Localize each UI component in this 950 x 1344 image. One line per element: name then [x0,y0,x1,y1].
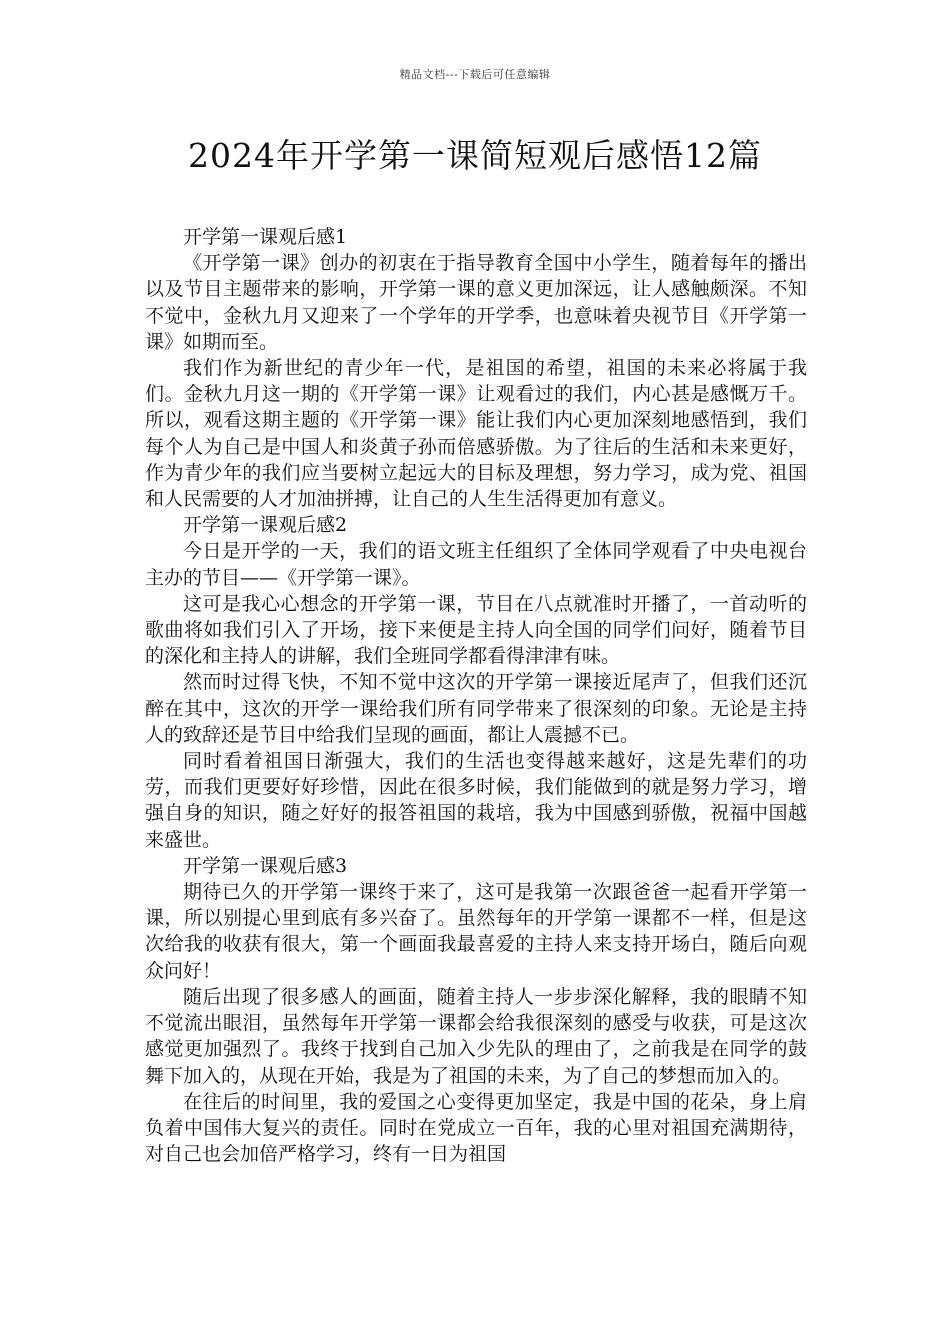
paragraph: 然而时过得飞快，不知不觉中这次的开学第一课接近尾声了，但我们还沉醉在其中，这次的开学一课给我们所有同学带来了很深刻的印象。无论是主持人的致辞还是节目中给我们呈现的画面，都让人震撼不已。 [145,671,807,746]
paragraph: 随后出现了很多感人的画面，随着主持人一步步深化解释，我的眼睛不知不觉流出眼泪，虽然每年开学第一课都会给我很深刻的感受与收获，可是这次感觉更加强烈了。我终于找到自己加入少先队的理由了，之前我是在同学的鼓舞下加入的，从现在开始，我是为了祖国的未来，为了自己的梦想而加入的。 [145,985,807,1087]
paragraph: 我们作为新世纪的青少年一代，是祖国的希望，祖国的未来必将属于我们。金秋九月这一期的《开学第一课》让观看过的我们，内心甚是感慨万千。所以，观看这期主题的《开学第一课》能让我们内心更加深刻地感悟到，我们每个人为自己是中国人和炎黄子孙而倍感骄傲。为了往后的生活和未来更好，作为青少年的我们应当要树立起远大的目标及理想，努力学习，成为党、祖国和人民需要的人才加油拼搏，让自己的人生生活得更加有意义。 [145,357,807,511]
paragraph: 期待已久的开学第一课终于来了，这可是我第一次跟爸爸一起看开学第一课，所以别提心里到底有多兴奋了。虽然每年的开学第一课都不一样，但是这次给我的收获有很大，第一个画面我最喜爱的主持人来支持开场白，随后向观众问好！ [145,881,807,982]
document-body [145,224,807,1167]
paragraph: 在往后的时间里，我的爱国之心变得更加坚定，我是中国的花朵，身上肩负着中国伟大复兴的责任。同时在党成立一百年，我的心里对祖国充满期待，对自己也会加倍严格学习，终有一日为祖国 [145,1090,807,1166]
paragraph: 这可是我心心想念的开学第一课，节目在八点就准时开播了，一首动听的歌曲将如我们引入了开场，接下来便是主持人向全国的同学们问好，随着节目的深化和主持人的讲解，我们全班同学都看得津津有味。 [145,592,807,668]
section-heading: 开学第一课观后感2 [183,514,348,537]
page-header: 精品文档---下载后可任意编辑 [399,68,551,81]
section-heading: 开学第一课观后感3 [183,854,348,877]
page-title: 2024年开学第一课简短观后感悟12篇 [188,136,762,175]
paragraph: 同时看着祖国日渐强大，我们的生活也变得越来越好，这是先辈们的功劳，而我们更要好好珍惜，因此在很多时候，我们能做到的就是努力学习，增强自身的知识，随之好好的报答祖国的栽培，我为中国感到骄傲，祝福中国越来盛世。 [145,750,807,851]
section-heading: 开学第一课观后感1 [183,226,348,248]
paragraph: 今日是开学的一天，我们的语文班主任组织了全体同学观看了中央电视台主办的节目——《开学第一课》。 [145,540,807,589]
paragraph: 《开学第一课》创办的初衷在于指导教育全国中小学生，随着每年的播出以及节目主题带来的影响，开学第一课的意义更加深远，让人感触颇深。不知不觉中，金秋九月又迎来了一个学年的开学季，也意味着央视节目《开学第一课》如期而至。 [145,252,807,353]
